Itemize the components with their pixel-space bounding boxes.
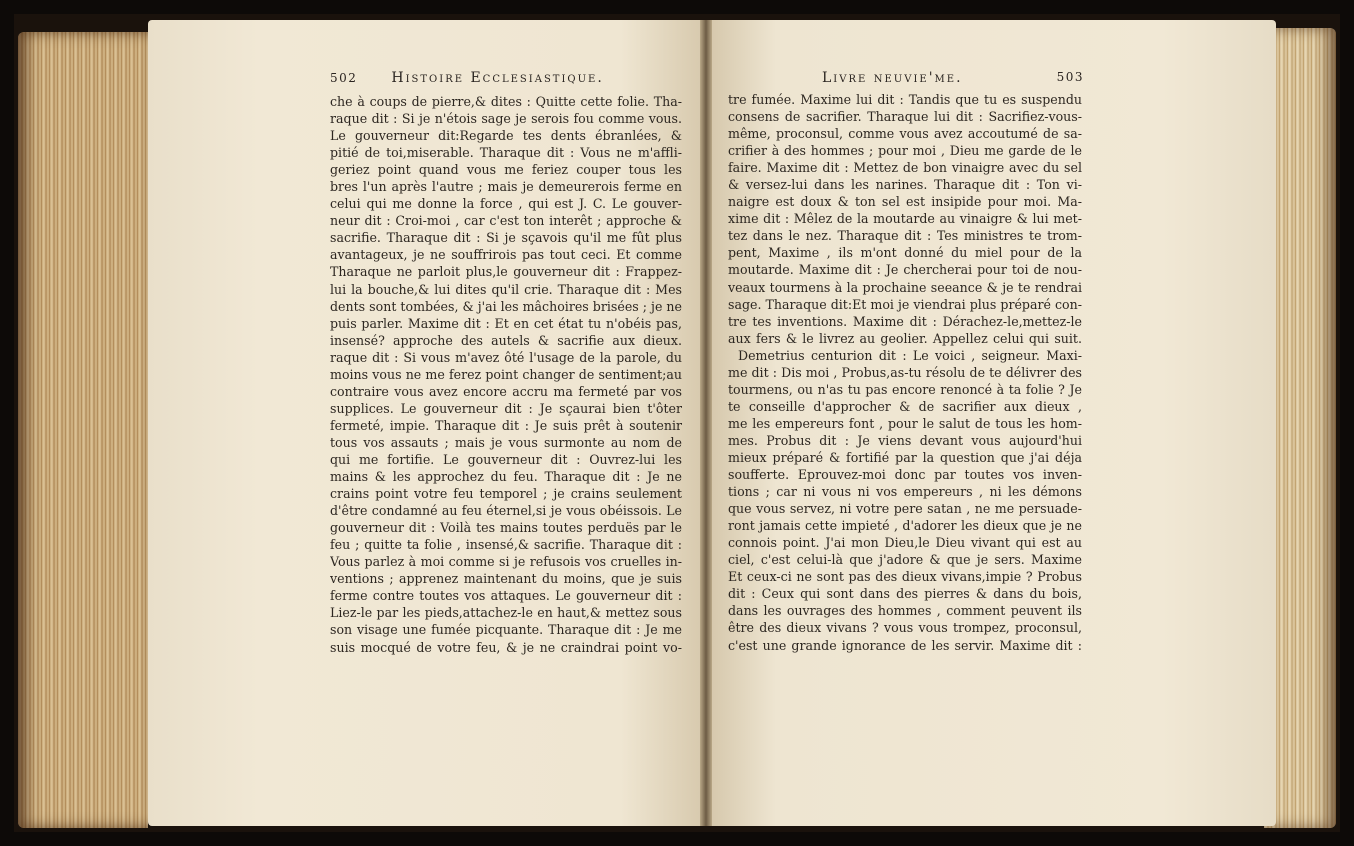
text-line: tions ; car ni vous ni vos empereurs , ni les démons xyxy=(728,484,1082,500)
text-line: tous vos assauts ; mais je vous surmonte au nom de xyxy=(330,434,682,450)
text-line: me dit : Dis moi , Probus,as-tu résolu de te délivrer des xyxy=(728,364,1082,380)
left-page-title: Histoire Ecclesiastique. xyxy=(391,70,604,86)
left-page-number: 502 xyxy=(330,71,358,85)
text-line: tre tes inventions. Maxime dit : Dérachez-le,mettez-le xyxy=(728,313,1082,329)
text-line: tourmens, ou n'as tu pas encore renoncé à ta folie ? Je xyxy=(728,381,1082,397)
text-line: ciel, c'est celui-là que j'adore & que je sers. Maxime xyxy=(728,552,1082,568)
text-line: xime dit : Mêlez de la moutarde au vinaigre & lui met- xyxy=(728,211,1082,227)
text-line: avantageux, je ne souffrirois pas tout ceci. Et comme xyxy=(330,247,682,263)
text-line: crains point votre feu temporel ; je crains seulement xyxy=(330,486,682,502)
text-line: neur dit : Croi-moi , car c'est ton interêt ; approche & xyxy=(330,213,682,229)
text-line: sage. Tharaque dit:Et moi je viendrai plus préparé con- xyxy=(728,296,1082,312)
right-page-body xyxy=(728,91,1082,654)
text-line: mes. Probus dit : Je viens devant vous aujourd'hui xyxy=(728,432,1082,448)
text-line: Vous parlez à moi comme si je refusois vos cruelles in- xyxy=(330,554,682,570)
text-line: connois point. J'ai mon Dieu,le Dieu vivant qui est au xyxy=(728,535,1082,551)
text-line: supplices. Le gouverneur dit : Je sçaurai bien t'ôter xyxy=(330,400,682,416)
right-page-number: 503 xyxy=(1056,70,1084,84)
text-line: tre fumée. Maxime lui dit : Tandis que tu es suspendu xyxy=(728,92,1082,107)
text-line: que vous servez, ni votre pere satan , ne me persuade- xyxy=(728,501,1082,517)
text-line: sacrifie. Tharaque dit : Si je sçavois qu'il me fût plus xyxy=(330,230,682,246)
text-line: te conseille d'approcher & de sacrifier aux dieux , xyxy=(728,398,1082,414)
text-line: insensé? approche des autels & sacrifie aux dieux. xyxy=(330,332,682,348)
text-line: dans les ouvrages des hommes , comment peuvent ils xyxy=(728,603,1082,619)
text-line: lui la bouche,& lui dites qu'il crie. Tharaque dit : Mes xyxy=(330,281,682,297)
text-line: ront jamais cette impieté , d'adorer les dieux que je ne xyxy=(728,518,1082,534)
book-gutter xyxy=(700,20,712,826)
text-line: consens de sacrifier. Tharaque lui dit : Sacrifiez-vous- xyxy=(728,109,1082,125)
text-line: Liez-le par les pieds,attachez-le en haut,& mettez sous xyxy=(330,605,682,621)
text-line: geriez point quand vous me feriez couper tous les xyxy=(330,162,682,178)
text-line: gouverneur dit : Voilà tes mains toutes perduës par le xyxy=(330,520,682,536)
text-line: Tharaque ne parloit plus,le gouverneur dit : Frappez- xyxy=(330,264,682,280)
text-line: veaux tourmens à la prochaine seeance & je te rendrai xyxy=(728,279,1082,295)
text-line: qui me fortifie. Le gouverneur dit : Ouvrez-lui les xyxy=(330,451,682,467)
text-line: dents sont tombées, & j'ai les mâchoires brisées ; je ne xyxy=(330,298,682,314)
text-line: aux fers & le livrez au geolier. Appellez celui qui suit. xyxy=(728,330,1082,346)
text-line: faire. Maxime dit : Mettez de bon vinaigre avec du sel xyxy=(728,160,1082,176)
text-line: moutarde. Maxime dit : Je chercherai pour toi de nou- xyxy=(728,262,1082,278)
text-line: Demetrius centurion dit : Le voici , seigneur. Maxi- xyxy=(738,347,1082,363)
text-line: mieux préparé & fortifié par la question que j'ai déja xyxy=(728,449,1082,465)
text-line: me les empereurs font , pour le salut de tous les hom- xyxy=(728,415,1082,431)
text-line: son visage une fumée picquante. Tharaque dit : Je me xyxy=(330,622,682,638)
text-line: être des dieux vivans ? vous vous trompez, proconsul, xyxy=(728,620,1082,636)
right-page-title: Livre neuvie'me. xyxy=(822,70,963,86)
left-page-edges xyxy=(18,32,148,828)
left-running-head xyxy=(330,70,675,88)
text-line: fermeté, impie. Tharaque dit : Je suis prêt à soutenir xyxy=(330,417,682,433)
text-line: mains & les approchez du feu. Tharaque dit : Je ne xyxy=(330,469,682,485)
text-line: raque dit : Si je n'étois sage je serois fou comme vous. xyxy=(330,111,682,127)
text-line: feu ; quitte ta folie , insensé,& sacrifie. Tharaque dit : xyxy=(330,537,682,553)
text-line: contraire vous avez encore accru ma fermeté par vos xyxy=(330,383,682,399)
text-line: crifier à des hommes ; pour moi , Dieu me garde de le xyxy=(728,143,1082,159)
text-line: pent, Maxime , ils m'ont donné du miel pour de la xyxy=(728,245,1082,261)
text-line: ventions ; apprenez maintenant du moins, que je suis xyxy=(330,571,682,587)
text-line: puis parler. Maxime dit : Et en cet état tu n'obéis pas, xyxy=(330,315,682,331)
text-line: c'est une grande ignorance de les servir. Maxime dit : xyxy=(728,637,1082,653)
text-line: pitié de toi,miserable. Tharaque dit : Vous ne m'affli- xyxy=(330,145,682,161)
text-line: naigre est doux & ton sel est insipide pour moi. Ma- xyxy=(728,194,1082,210)
text-line: bres l'un après l'autre ; mais je demeurerois ferme en xyxy=(330,179,682,195)
text-line: & versez-lui dans les narines. Tharaque dit : Ton vi- xyxy=(728,177,1082,193)
text-line: Le gouverneur dit:Regarde tes dents ébranlées, & xyxy=(330,128,682,144)
text-line: moins vous ne me ferez point changer de sentiment;au xyxy=(330,366,682,382)
text-line: che à coups de pierre,& dites : Quitte cette folie. Tha- xyxy=(330,94,682,109)
text-line: même, proconsul, comme vous avez accoutumé de sa- xyxy=(728,126,1082,142)
text-line: dit : Ceux qui sont dans des pierres & dans du bois, xyxy=(728,586,1082,602)
text-line: suis mocqué de votre feu, & je ne craindrai point vo- xyxy=(330,639,682,655)
text-line: ferme contre toutes vos attaques. Le gouverneur dit : xyxy=(330,588,682,604)
right-running-head xyxy=(822,70,1084,88)
text-line: raque dit : Si vous m'avez ôté l'usage de la parole, du xyxy=(330,349,682,365)
text-line: celui qui me donne la force , qui est J. C. Le gouver- xyxy=(330,196,682,212)
text-line: soufferte. Eprouvez-moi donc par toutes vos inven- xyxy=(728,467,1082,483)
text-line: tez dans le nez. Tharaque dit : Tes ministres te trom- xyxy=(728,228,1082,244)
text-line: Et ceux-ci ne sont pas des dieux vivans,impie ? Probus xyxy=(728,569,1082,585)
text-line: d'être condamné au feu éternel,si je vous obéissois. Le xyxy=(330,503,682,519)
left-page-body xyxy=(330,93,682,656)
